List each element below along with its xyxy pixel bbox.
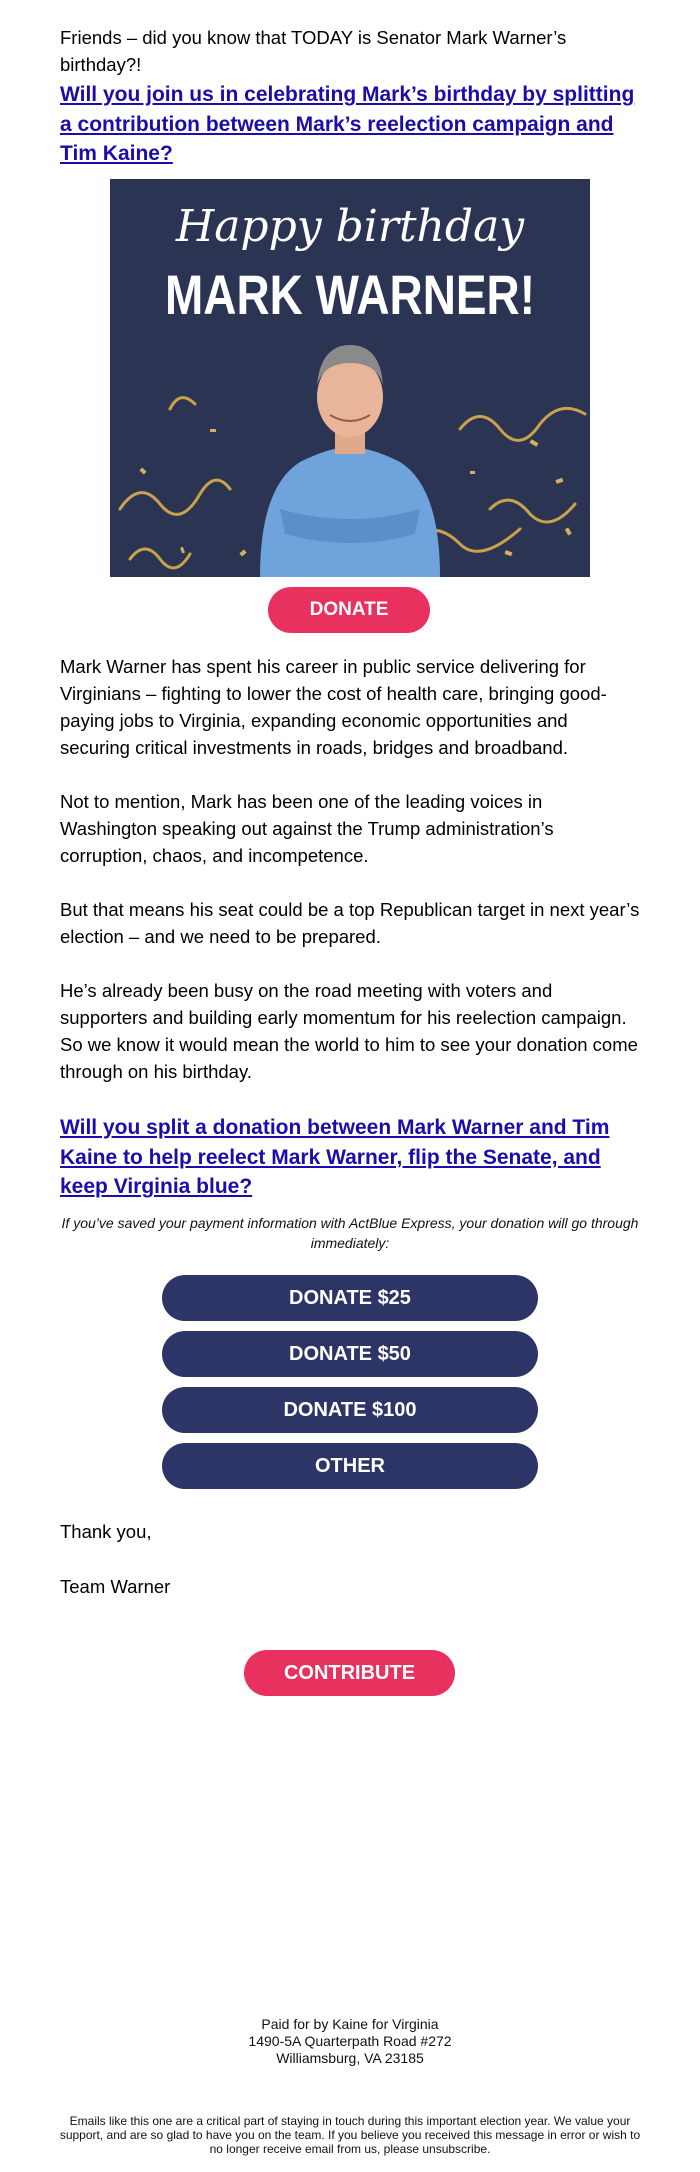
donate-button[interactable]: DONATE [268,587,430,633]
hero-illustration [110,179,590,577]
paid-for-line: Paid for by Kaine for Virginia [261,2016,439,2032]
paragraph-target: But that means his seat could be a top Republican target in next year’s election – and we need to be prepared. [60,899,640,947]
paragraph-momentum: He’s already been busy on the road meeting with voters and supporters and building early momentum for his reelection campaign. So we know it would mean the world to him to see your donation come through on his birthday. [60,980,638,1082]
hero-line-1: Happy birthday [175,201,525,252]
footer-disclaimer: Emails like this one are a critical part of staying in touch during this important election year. We value your support, and are so glad to have you on the team. If you believe you received this message in error or wish to no longer receive email from us, please unsubscribe. [59,2114,641,2156]
intro-text: Friends – did you know that TODAY is Senator Mark Warner’s birthday?! [60,27,567,75]
donate-100-button[interactable]: DONATE $100 [162,1387,538,1433]
paragraph-leading-voice: Not to mention, Mark has been one of the leading voices in Washington speaking out against the Trump administration’s corruption, chaos, and incompetence. [60,791,554,866]
paragraph-career: Mark Warner has spent his career in public service delivering for Virginians – fighting to lower the cost of health care, bringing good-paying jobs to Virginia, expanding economic opportunities and securing critical investments in roads, bridges and broadband. [60,656,607,758]
hero-line-2: MARK WARNER! [165,263,535,326]
headline-link-celebrate[interactable]: Will you join us in celebrating Mark’s birthday by splitting a contribution between Mark’s reelection campaign and Tim Kaine? [60,83,635,165]
closing-signature: Team Warner [60,1576,171,1597]
donate-25-button[interactable]: DONATE $25 [162,1275,538,1321]
actblue-note: If you’ve saved your payment information with ActBlue Express, your donation will go through immediately: [61,1215,639,1251]
address-line-1: 1490-5A Quarterpath Road #272 [248,2033,452,2049]
donate-50-button[interactable]: DONATE $50 [162,1331,538,1377]
headline-link-split-donation[interactable]: Will you split a donation between Mark Warner and Tim Kaine to help reelect Mark Warner, flip the Senate, and keep Virginia blue? [60,1116,610,1198]
donate-other-button[interactable]: OTHER [162,1443,538,1489]
contribute-button[interactable]: CONTRIBUTE [244,1650,455,1696]
closing-thanks: Thank you, [60,1521,152,1542]
hero-birthday-image[interactable] [110,179,590,577]
address-line-2: Williamsburg, VA 23185 [276,2050,424,2066]
